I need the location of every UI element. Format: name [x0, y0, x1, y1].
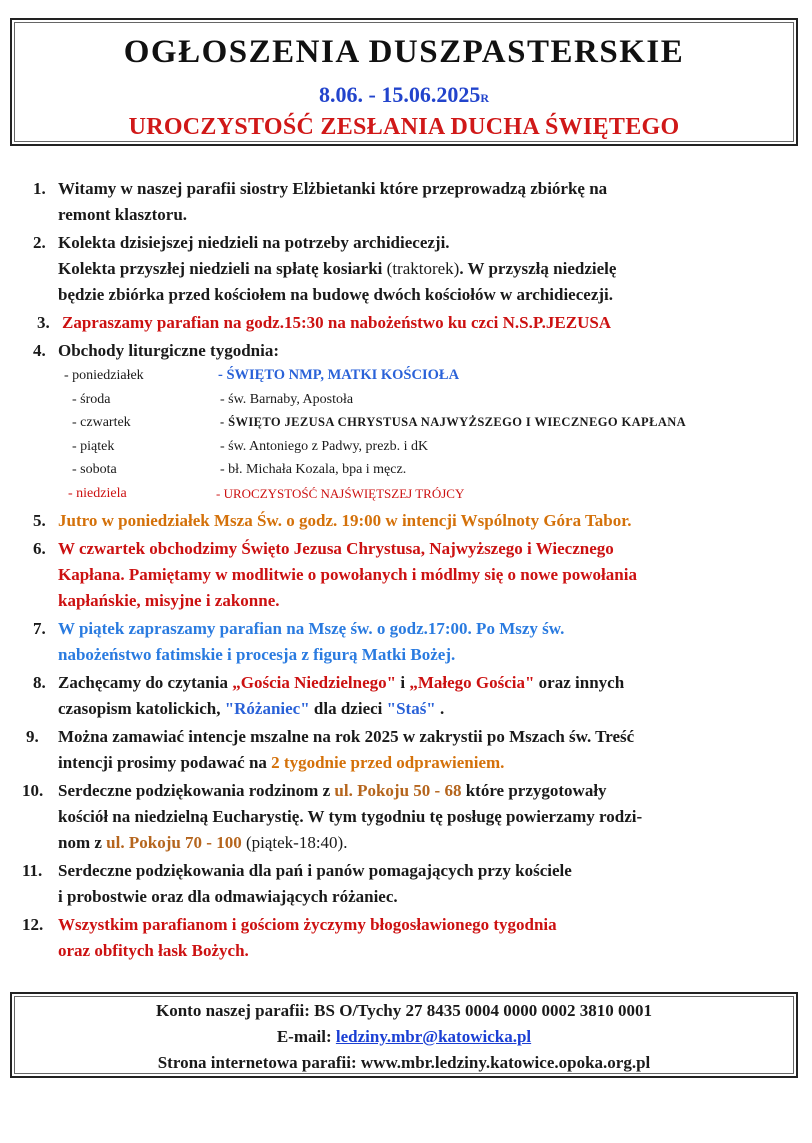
feast-title: UROCZYSTOŚĆ ZESŁANIA DUCHA ŚWIĘTEGO [128, 114, 680, 140]
item-text: oraz innych [534, 673, 625, 692]
footer-box [10, 992, 798, 1078]
item-line: Kolekta dzisiejszej niedzieli na potrzeby archidiecezji. [58, 233, 450, 252]
item-text: . [435, 699, 445, 718]
item-line: Obchody liturgiczne tygodnia: [58, 341, 280, 360]
item-text: Serdeczne podziękowania rodzinom z [58, 781, 335, 800]
weekday-label: - piątek [72, 438, 115, 454]
announcement-9 [0, 724, 812, 776]
item-number: 3. [37, 313, 50, 332]
item-text: nom z [58, 833, 107, 852]
item-line: kapłańskie, misyjne i zakonne. [58, 591, 280, 610]
item-number: 1. [33, 179, 46, 198]
item-line [58, 696, 812, 722]
item-line: będzie zbiórka przed kościołem na budowę dwóch kościołów w archidiecezji. [58, 285, 613, 304]
item-line: W czwartek obchodzimy Święto Jezusa Chrystusa, Najwyższego i Wiecznego [58, 539, 614, 558]
item-line [58, 830, 812, 856]
announcement-12 [0, 912, 812, 964]
weekday-event: - ŚWIĘTO NMP, MATKI KOŚCIOŁA [218, 367, 460, 383]
item-line [58, 670, 812, 696]
weekday-event: - UROCZYSTOŚĆ NAJŚWIĘTSZEJ TRÓJCY [216, 486, 465, 501]
announcement-6 [0, 536, 812, 614]
magazine-title: "Staś" [386, 699, 436, 718]
item-line: Wszystkim parafianom i gościom życzymy błogosławionego tygodnia [58, 915, 557, 934]
announcement-2 [0, 230, 812, 308]
item-text: intencji prosimy podawać na [58, 753, 272, 772]
announcement-5 [0, 508, 812, 534]
item-text: i [396, 673, 410, 692]
item-number: 2. [33, 233, 46, 252]
item-number: 10. [22, 781, 44, 800]
bank-account: Konto naszej parafii: BS O/Tychy 27 8435 0004 0000 0002 3810 0001 [156, 1001, 652, 1020]
item-line [58, 256, 812, 282]
item-number: 6. [33, 539, 46, 558]
magazine-title: „Małego Gościa" [409, 673, 535, 692]
item-line: kościół na niedzielną Eucharystię. W tym tygodniu tę posługę powierzamy rodzi- [58, 807, 643, 826]
announcement-10 [0, 778, 812, 856]
weekday-label: - sobota [72, 462, 117, 478]
item-text: Kolekta przyszłej niedzieli na spłatę kosiarki [58, 259, 387, 278]
announcement-1 [0, 176, 812, 228]
page-title: OGŁOSZENIA DUSZPASTERSKIE [123, 34, 685, 70]
item-line [58, 778, 812, 804]
announcement-4 [0, 338, 812, 364]
announcement-11 [0, 858, 812, 910]
item-text: Zachęcamy do czytania [58, 673, 233, 692]
item-line: Można zamawiać intencje mszalne na rok 2025 w zakrystii po Mszach św. Treść [58, 727, 635, 746]
item-text: dla dzieci [309, 699, 387, 718]
date-suffix: R [480, 91, 489, 105]
street-address: ul. Pokoju 70 - 100 [106, 833, 242, 852]
weekday-label: - poniedziałek [64, 368, 144, 383]
weekday-event: - bł. Michała Kozala, bpa i męcz. [220, 462, 407, 478]
header-box [10, 18, 798, 146]
liturgical-week [0, 364, 812, 506]
item-text: czasopism katolickich, [58, 699, 225, 718]
item-line: Kapłana. Pamiętamy w modlitwie o powołanych i módlmy się o nowe powołania [58, 565, 637, 584]
item-text: (traktorek) [386, 259, 460, 278]
item-line: i probostwie oraz dla odmawiających różaniec. [58, 887, 398, 906]
magazine-title: „Gościa Niedzielnego" [232, 673, 397, 692]
item-number: 7. [33, 619, 46, 638]
weekday-label: - środa [72, 391, 111, 407]
announcement-list [0, 176, 812, 964]
announcement-7 [0, 616, 812, 668]
email-link[interactable]: ledziny.mbr@katowicka.pl [335, 1027, 532, 1046]
item-line [58, 750, 812, 776]
item-text: które przygotowały [461, 781, 607, 800]
highlight-text: 2 tygodnie przed odprawieniem. [271, 753, 505, 772]
item-line: Zapraszamy parafian na godz.15:30 na nabożeństwo ku czci N.S.P.JEZUSA [62, 313, 612, 332]
street-address: ul. Pokoju 50 - 68 [334, 781, 462, 800]
weekday-event: - ŚWIĘTO JEZUSA CHRYSTUSA NAJWYŻSZEGO I WIECZNEGO KAPŁANA [220, 415, 687, 430]
announcement-3 [0, 310, 812, 336]
item-line: Serdeczne podziękowania dla pań i panów pomagających przy kościele [58, 861, 572, 880]
date-range [12, 82, 796, 108]
item-number: 5. [33, 511, 46, 530]
weekday-event: - św. Antoniego z Padwy, prezb. i dK [220, 438, 429, 454]
weekday-label: - niedziela [68, 486, 127, 501]
item-number: 12. [22, 915, 44, 934]
item-line: Jutro w poniedziałek Msza Św. o godz. 19:00 w intencji Wspólnoty Góra Tabor. [58, 511, 632, 530]
magazine-title: "Różaniec" [224, 699, 310, 718]
item-number: 11. [22, 861, 43, 880]
item-line: remont klasztoru. [58, 205, 188, 224]
item-number: 4. [33, 341, 46, 360]
email-line [12, 1024, 796, 1050]
item-line: oraz obfitych łask Bożych. [58, 941, 249, 960]
item-number: 8. [33, 673, 46, 692]
item-text: . W przyszłą niedzielę [459, 259, 617, 278]
email-label: E-mail: [276, 1027, 336, 1046]
item-line: W piątek zapraszamy parafian na Mszę św. o godz.17:00. Po Mszy św. [58, 619, 565, 638]
item-line: nabożeństwo fatimskie i procesja z figurą Matki Bożej. [58, 645, 456, 664]
weekday-label: - czwartek [72, 415, 131, 431]
website-line: Strona internetowa parafii: www.mbr.ledziny.katowice.opoka.org.pl [157, 1053, 651, 1072]
weekday-event: - św. Barnaby, Apostoła [220, 391, 354, 407]
item-number: 9. [26, 727, 39, 746]
item-text: (piątek-18:40). [241, 833, 348, 852]
item-line: Witamy w naszej parafii siostry Elżbietanki które przeprowadzą zbiórkę na [58, 179, 608, 198]
announcement-8 [0, 670, 812, 722]
date-range-text: 8.06. - 15.06.2025 [319, 82, 481, 107]
